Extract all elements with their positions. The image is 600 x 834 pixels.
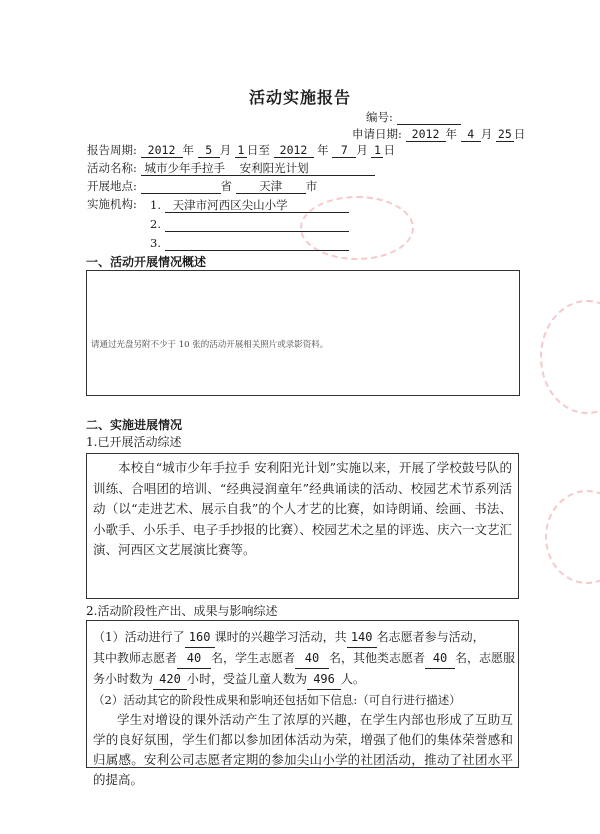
year-unit: 年 — [182, 143, 195, 157]
city-field: 天津 — [236, 179, 306, 194]
activity-label: 活动名称: — [87, 161, 137, 175]
org-index: 1. — [150, 198, 161, 212]
period-end-year: 2012 — [274, 143, 314, 158]
item2-text: 学生对增设的课外活动产生了浓厚的兴趣，在学生内部也形成了互助互学的良好氛围，学生们都以参加团体活动为荣，增强了他们的集体荣誉感和归属感。安利公司志愿者定期的参加尖山小学的社团活动，推动了社团水平的提高。 — [93, 712, 513, 787]
teacher-vol-value: 40 — [177, 648, 211, 669]
period-label: 报告周期: — [87, 143, 137, 157]
hours-value: 420 — [153, 669, 187, 690]
year-unit: 年 — [317, 143, 329, 157]
apply-day: 25 — [496, 127, 514, 142]
org-name-2 — [165, 217, 349, 232]
photo-note: 请通过光盘另附不少于 10 张的活动开展相关照片或录影资料。 — [91, 340, 329, 350]
period-end-month: 7 — [332, 143, 356, 158]
location-label: 开展地点: — [87, 179, 137, 193]
number-row — [366, 110, 461, 125]
period-row — [87, 143, 395, 158]
stats-text: 其中教师志愿者 — [93, 651, 178, 665]
province-unit: 省 — [220, 179, 233, 193]
apply-date-label: 申请日期: — [352, 127, 402, 141]
report-title: 活动实施报告 — [248, 88, 351, 107]
year-unit: 年 — [445, 127, 458, 141]
stats-text: 名，志愿服 — [455, 651, 516, 665]
org-row-2 — [150, 217, 349, 232]
red-seal-stamp-edge-2 — [545, 490, 600, 584]
stats-text: 务小时数为 — [93, 672, 154, 686]
org-label: 实施机构: — [87, 197, 137, 211]
period-start-month: 5 — [198, 143, 220, 158]
stats-text: 小时，受益儿童人数为 — [187, 672, 308, 686]
section1-heading: 一、活动开展情况概述 — [86, 255, 207, 269]
org-name-3 — [165, 236, 349, 251]
month-unit: 月 — [219, 143, 232, 157]
other-vol-value: 40 — [425, 648, 455, 669]
period-start-year: 2012 — [141, 143, 183, 158]
apply-date-row — [352, 127, 525, 142]
red-seal-stamp-edge — [540, 300, 600, 414]
sub2-box — [86, 620, 519, 787]
stats-text: 名，其他类志愿者 — [329, 651, 426, 665]
stats-paragraph — [93, 627, 516, 790]
stats-text: （1）活动进行了 — [93, 630, 185, 644]
section1-box — [86, 270, 520, 396]
stats-text: 课时的兴趣学习活动，共 — [214, 630, 347, 644]
org-index: 3. — [150, 236, 161, 250]
stats-text: 名，学生志愿者 — [211, 651, 296, 665]
children-value: 496 — [307, 669, 341, 690]
number-label: 编号: — [366, 110, 393, 124]
apply-month: 4 — [461, 127, 481, 142]
stats-text: 人。 — [341, 672, 366, 686]
activity-name: 城市少年手拉手 安利阳光计划 — [141, 161, 375, 176]
section2-heading: 二、实施进展情况 — [86, 418, 183, 432]
period-to: 至 — [258, 143, 270, 157]
sub1-heading: 1.已开展活动综述 — [86, 435, 182, 449]
org-name-1: 天津市河西区尖山小学 — [165, 198, 349, 213]
province-field — [141, 179, 221, 194]
month-unit: 月 — [356, 143, 368, 157]
month-unit: 月 — [480, 127, 493, 141]
stats-text: 名志愿者参与活动， — [376, 630, 485, 644]
location-row — [87, 179, 317, 194]
sub1-text: 本校自“城市少年手拉手 安利阳光计划”实施以来，开展了学校鼓号队的训练、合唱团的培训、“经典浸润童年”经典诵读的活动、校园艺术节系列活动（以“走进艺术、展示自我”的个人才艺的比赛，如诗朗诵、绘画、书法、小歌手、小乐手、电子手抄报的比赛）、校园艺术之星的评选、庆六一文艺汇演、河西区文艺展演比赛等。 — [93, 460, 512, 557]
org-index: 2. — [150, 217, 161, 231]
period-end-day: 1 — [371, 143, 383, 158]
sub1-box — [86, 453, 519, 599]
activity-row — [87, 161, 375, 176]
org-row-3 — [150, 236, 349, 251]
org-row-1 — [150, 198, 349, 213]
student-vol-value: 40 — [295, 648, 329, 669]
sub2-heading: 2.活动阶段性产出、成果与影响综述 — [86, 604, 278, 618]
apply-year: 2012 — [406, 127, 446, 142]
day-unit: 日 — [383, 143, 395, 157]
sessions-value: 160 — [185, 627, 215, 648]
volunteers-value: 140 — [347, 627, 377, 648]
day-unit: 日 — [246, 143, 259, 157]
day-unit: 日 — [513, 127, 526, 141]
period-start-day: 1 — [235, 143, 247, 158]
item2-heading: （2）活动其它的阶段性成果和影响还包括如下信息:（可自行进行描述） — [93, 693, 461, 707]
city-unit: 市 — [305, 179, 318, 193]
number-field — [397, 110, 461, 125]
